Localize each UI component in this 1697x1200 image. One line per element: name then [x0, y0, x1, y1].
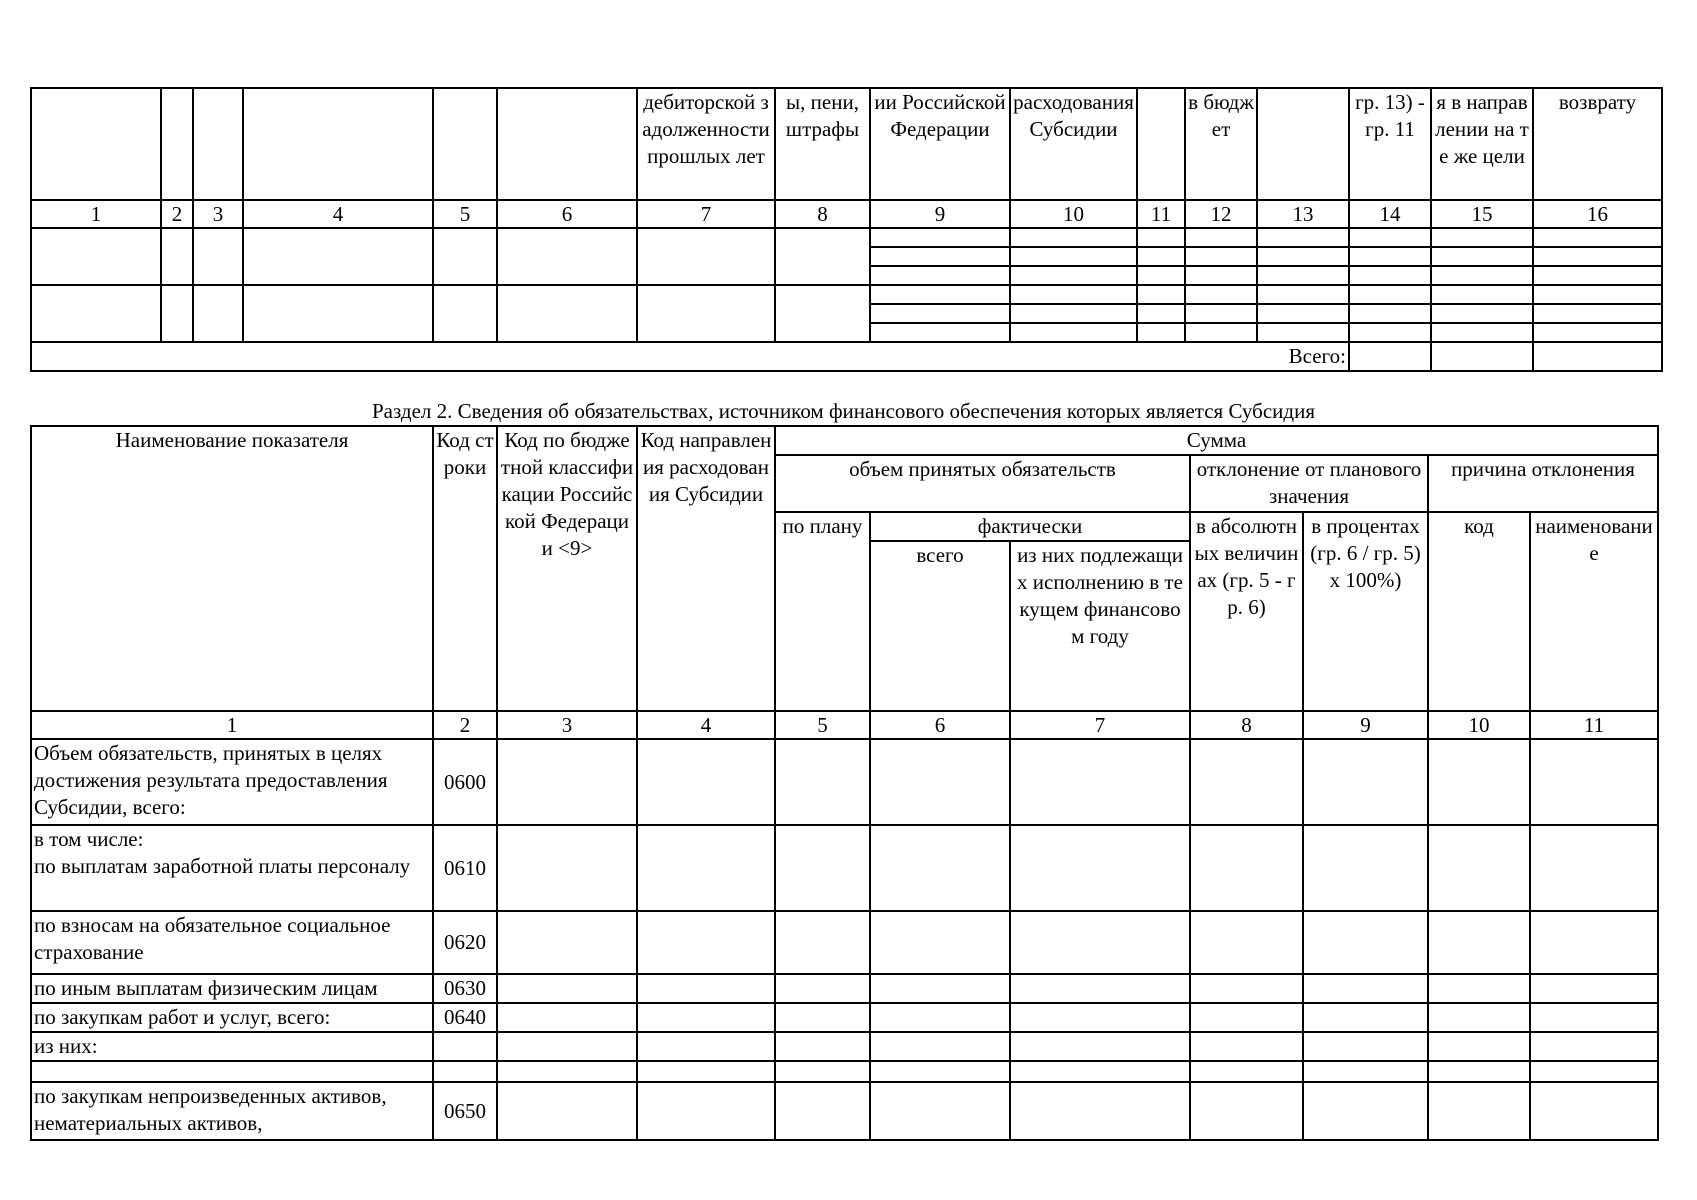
input-cell[interactable]: [870, 911, 1010, 974]
row-name: по закупкам работ и услуг, всего:: [31, 1003, 433, 1032]
col-number: 5: [433, 200, 497, 228]
header-row-1: [31, 426, 1658, 455]
col-number: 6: [497, 200, 637, 228]
header-direction-code: Код направления расходования Субсидии: [637, 426, 775, 711]
header-cell: [31, 88, 161, 200]
input-cell[interactable]: [1428, 739, 1530, 825]
input-cell[interactable]: [1137, 285, 1185, 304]
header-cell-7: дебиторской задолженности прошлых лет: [637, 88, 775, 200]
input-cell[interactable]: [31, 285, 161, 342]
input-cell[interactable]: [775, 1061, 870, 1082]
col-number: 15: [1431, 200, 1533, 228]
col-number: 4: [637, 711, 775, 739]
input-cell[interactable]: [870, 739, 1010, 825]
table-row: [31, 1003, 1658, 1032]
input-cell[interactable]: [497, 1061, 637, 1082]
input-cell[interactable]: [1190, 1032, 1303, 1061]
input-cell[interactable]: [637, 825, 775, 911]
input-cell[interactable]: [1530, 739, 1658, 825]
input-cell[interactable]: [1257, 266, 1349, 285]
input-cell[interactable]: [1431, 266, 1533, 285]
row-name: Объем обязательств, принятых в целях достижения результата предоставления Субсидии, всего:: [31, 739, 433, 825]
input-cell[interactable]: [637, 911, 775, 974]
table-row: [31, 739, 1658, 825]
header-current-year: из них подлежащих исполнению в текущем финансовом году: [1010, 541, 1190, 711]
col-number: 8: [775, 200, 870, 228]
input-cell[interactable]: [1010, 1032, 1190, 1061]
input-cell[interactable]: [1530, 1082, 1658, 1140]
header-code: код: [1428, 512, 1530, 711]
header-cell-15: я в направлении на те же цели: [1431, 88, 1533, 200]
header-cell: [161, 88, 193, 200]
input-cell[interactable]: [1185, 247, 1257, 266]
table-row: [31, 911, 1658, 974]
input-cell[interactable]: [433, 285, 497, 342]
input-cell[interactable]: [1137, 323, 1185, 342]
row-code: 0640: [433, 1003, 497, 1032]
total-cell-14[interactable]: [1349, 342, 1431, 371]
input-cell[interactable]: [1431, 323, 1533, 342]
input-cell[interactable]: [1431, 247, 1533, 266]
row-code: 0630: [433, 974, 497, 1003]
table-row: [31, 974, 1658, 1003]
col-number: 1: [31, 711, 433, 739]
input-cell[interactable]: [870, 247, 1010, 266]
row-code: [433, 1032, 497, 1061]
table-row: [31, 1082, 1658, 1140]
input-cell[interactable]: [243, 285, 433, 342]
header-cell-10: расходования Субсидии: [1010, 88, 1137, 200]
input-cell[interactable]: [775, 911, 870, 974]
input-cell[interactable]: [1530, 1032, 1658, 1061]
col-number: 11: [1137, 200, 1185, 228]
input-cell[interactable]: [637, 1061, 775, 1082]
col-number: 4: [243, 200, 433, 228]
input-cell[interactable]: [1533, 285, 1662, 304]
input-cell[interactable]: [1303, 825, 1428, 911]
input-cell[interactable]: [637, 1003, 775, 1032]
column-number-row: [31, 711, 1658, 739]
section1-table: [30, 87, 1663, 372]
input-cell[interactable]: [870, 974, 1010, 1003]
input-cell[interactable]: [1010, 228, 1137, 247]
input-cell[interactable]: [1137, 304, 1185, 323]
table-row: [31, 1032, 1658, 1061]
header-cell: [1257, 88, 1349, 200]
input-cell[interactable]: [1533, 323, 1662, 342]
total-label: Всего:: [31, 342, 1349, 371]
section2-table: [30, 425, 1659, 1141]
input-cell[interactable]: [1428, 1061, 1530, 1082]
header-cell-14: гр. 13) - гр. 11: [1349, 88, 1431, 200]
input-cell[interactable]: [1010, 825, 1190, 911]
input-cell[interactable]: [1533, 247, 1662, 266]
input-cell[interactable]: [1530, 1003, 1658, 1032]
input-cell[interactable]: [637, 285, 775, 342]
input-cell[interactable]: [1533, 228, 1662, 247]
input-cell[interactable]: [497, 1082, 637, 1140]
input-cell[interactable]: [1137, 247, 1185, 266]
input-cell[interactable]: [1190, 825, 1303, 911]
col-number: 5: [775, 711, 870, 739]
input-cell[interactable]: [870, 323, 1010, 342]
input-cell[interactable]: [637, 1082, 775, 1140]
input-cell[interactable]: [870, 1032, 1010, 1061]
column-number-row: [31, 200, 1662, 228]
input-cell[interactable]: [1303, 911, 1428, 974]
input-cell[interactable]: [637, 228, 775, 285]
header-row-code: Код строки: [433, 426, 497, 711]
col-number: 2: [433, 711, 497, 739]
input-cell[interactable]: [1257, 228, 1349, 247]
input-cell[interactable]: [1431, 304, 1533, 323]
input-cell[interactable]: [1428, 911, 1530, 974]
input-cell[interactable]: [1428, 1003, 1530, 1032]
col-number: 3: [497, 711, 637, 739]
row-name: из них:: [31, 1032, 433, 1061]
input-cell[interactable]: [161, 285, 193, 342]
header-absolute: в абсолютных величинах (гр. 5 - гр. 6): [1190, 512, 1303, 711]
input-cell[interactable]: [1010, 323, 1137, 342]
col-number: 2: [161, 200, 193, 228]
input-cell[interactable]: [1349, 228, 1431, 247]
input-cell[interactable]: [1530, 825, 1658, 911]
col-number: 13: [1257, 200, 1349, 228]
header-cell: [193, 88, 243, 200]
row-code: 0650: [433, 1082, 497, 1140]
header-total: всего: [870, 541, 1010, 711]
row-name: по закупкам непроизведенных активов, нематериальных активов,: [31, 1082, 433, 1140]
input-cell[interactable]: [193, 285, 243, 342]
header-reason: причина отклонения: [1428, 455, 1658, 512]
input-cell[interactable]: [1303, 1061, 1428, 1082]
header-cell: [433, 88, 497, 200]
col-number: 16: [1533, 200, 1662, 228]
input-cell[interactable]: [1349, 247, 1431, 266]
row-name: по иным выплатам физическим лицам: [31, 974, 433, 1003]
input-cell[interactable]: [1190, 739, 1303, 825]
input-cell[interactable]: [1010, 911, 1190, 974]
input-cell[interactable]: [775, 228, 870, 285]
input-cell[interactable]: [497, 1003, 637, 1032]
input-cell[interactable]: [1303, 739, 1428, 825]
input-cell[interactable]: [1137, 228, 1185, 247]
input-cell[interactable]: [1257, 247, 1349, 266]
input-cell[interactable]: [870, 1082, 1010, 1140]
col-number: 11: [1530, 711, 1658, 739]
input-cell[interactable]: [870, 825, 1010, 911]
input-cell[interactable]: [637, 974, 775, 1003]
input-cell[interactable]: [497, 228, 637, 285]
input-cell[interactable]: [1190, 974, 1303, 1003]
input-cell[interactable]: [1431, 285, 1533, 304]
input-cell[interactable]: [1257, 323, 1349, 342]
input-cell[interactable]: [1010, 304, 1137, 323]
input-cell[interactable]: [1010, 1082, 1190, 1140]
input-cell[interactable]: [1010, 1003, 1190, 1032]
input-cell[interactable]: [1010, 1061, 1190, 1082]
input-cell[interactable]: [1257, 304, 1349, 323]
input-cell[interactable]: [497, 285, 637, 342]
header-cell-9: ии Российской Федерации: [870, 88, 1010, 200]
input-cell[interactable]: [775, 974, 870, 1003]
row-code: [433, 1061, 497, 1082]
input-cell[interactable]: [637, 739, 775, 825]
input-cell[interactable]: [1349, 285, 1431, 304]
table-row: [31, 228, 1662, 247]
input-cell[interactable]: [497, 739, 637, 825]
input-cell[interactable]: [1303, 1082, 1428, 1140]
header-naming: наименование: [1530, 512, 1658, 711]
header-deviation: отклонение от планового значения: [1190, 455, 1428, 512]
header-cell-8: ы, пени, штрафы: [775, 88, 870, 200]
input-cell[interactable]: [243, 228, 433, 285]
col-number: 10: [1428, 711, 1530, 739]
total-row: [31, 342, 1662, 371]
input-cell[interactable]: [870, 266, 1010, 285]
row-name: по взносам на обязательное социальное страхование: [31, 911, 433, 974]
input-cell[interactable]: [193, 228, 243, 285]
input-cell[interactable]: [1010, 974, 1190, 1003]
input-cell[interactable]: [1530, 1061, 1658, 1082]
header-cell-16: возврату: [1533, 88, 1662, 200]
input-cell[interactable]: [497, 911, 637, 974]
input-cell[interactable]: [1428, 974, 1530, 1003]
header-cell-12: в бюджет: [1185, 88, 1257, 200]
input-cell[interactable]: [1428, 1082, 1530, 1140]
header-name: Наименование показателя: [31, 426, 433, 711]
row-code: 0600: [433, 739, 497, 825]
header-budget-code: Код по бюджетной классификации Российской Федерации <9>: [497, 426, 637, 711]
input-cell[interactable]: [1190, 1003, 1303, 1032]
input-cell[interactable]: [775, 285, 870, 342]
input-cell[interactable]: [1303, 974, 1428, 1003]
input-cell[interactable]: [161, 228, 193, 285]
input-cell[interactable]: [1185, 304, 1257, 323]
input-cell[interactable]: [1349, 323, 1431, 342]
col-number: 6: [870, 711, 1010, 739]
input-cell[interactable]: [1185, 266, 1257, 285]
input-cell[interactable]: [1190, 911, 1303, 974]
header-cell: [1137, 88, 1185, 200]
input-cell[interactable]: [1137, 266, 1185, 285]
input-cell[interactable]: [1431, 228, 1533, 247]
input-cell[interactable]: [1190, 1061, 1303, 1082]
input-cell[interactable]: [1185, 285, 1257, 304]
input-cell[interactable]: [1428, 1032, 1530, 1061]
input-cell[interactable]: [1349, 266, 1431, 285]
input-cell[interactable]: [775, 1082, 870, 1140]
header-sum: Сумма: [775, 426, 1658, 455]
input-cell[interactable]: [31, 228, 161, 285]
header-plan: по плану: [775, 512, 870, 711]
section2-title: Раздел 2. Сведения об обязательствах, источником финансового обеспечения которых является Субсидия: [372, 399, 1315, 423]
header-percent: в процентах (гр. 6 / гр. 5) x 100%): [1303, 512, 1428, 711]
input-cell[interactable]: [775, 1032, 870, 1061]
col-number: 8: [1190, 711, 1303, 739]
col-number: 7: [1010, 711, 1190, 739]
total-cell-15[interactable]: [1431, 342, 1533, 371]
total-cell-16[interactable]: [1533, 342, 1662, 371]
col-number: 7: [637, 200, 775, 228]
input-cell[interactable]: [1428, 825, 1530, 911]
input-cell[interactable]: [1303, 1032, 1428, 1061]
col-number: 10: [1010, 200, 1137, 228]
input-cell[interactable]: [497, 1032, 637, 1061]
input-cell[interactable]: [637, 1032, 775, 1061]
header-cell: [497, 88, 637, 200]
col-number: 14: [1349, 200, 1431, 228]
table-row: [31, 285, 1662, 304]
input-cell[interactable]: [775, 825, 870, 911]
input-cell[interactable]: [1185, 228, 1257, 247]
input-cell[interactable]: [1010, 247, 1137, 266]
col-number: 12: [1185, 200, 1257, 228]
row-code: 0620: [433, 911, 497, 974]
table-row: [31, 1061, 1658, 1082]
row-name: в том числе: по выплатам заработной платы персоналу: [31, 825, 433, 911]
input-cell[interactable]: [1530, 974, 1658, 1003]
input-cell[interactable]: [497, 825, 637, 911]
input-cell[interactable]: [1349, 304, 1431, 323]
table-row: [31, 825, 1658, 911]
header-actual: фактически: [870, 512, 1190, 541]
input-cell[interactable]: [1533, 266, 1662, 285]
row-code: 0610: [433, 825, 497, 911]
input-cell[interactable]: [1257, 285, 1349, 304]
input-cell[interactable]: [1533, 304, 1662, 323]
section2-body: [31, 739, 1658, 1140]
col-number: 9: [1303, 711, 1428, 739]
input-cell[interactable]: [497, 974, 637, 1003]
header-obligations: объем принятых обязательств: [775, 455, 1190, 512]
input-cell[interactable]: [1185, 323, 1257, 342]
section1-header-row: [31, 88, 1662, 200]
input-cell[interactable]: [775, 1003, 870, 1032]
col-number: 9: [870, 200, 1010, 228]
input-cell[interactable]: [870, 228, 1010, 247]
input-cell[interactable]: [775, 739, 870, 825]
header-cell: [243, 88, 433, 200]
col-number: 1: [31, 200, 161, 228]
input-cell[interactable]: [1010, 266, 1137, 285]
input-cell[interactable]: [870, 304, 1010, 323]
input-cell[interactable]: [1303, 1003, 1428, 1032]
input-cell[interactable]: [1190, 1082, 1303, 1140]
input-cell[interactable]: [1010, 285, 1137, 304]
input-cell[interactable]: [1530, 911, 1658, 974]
input-cell[interactable]: [433, 228, 497, 285]
input-cell[interactable]: [870, 285, 1010, 304]
col-number: 3: [193, 200, 243, 228]
input-cell[interactable]: [1010, 739, 1190, 825]
input-cell[interactable]: [870, 1061, 1010, 1082]
input-cell[interactable]: [870, 1003, 1010, 1032]
row-name: [31, 1061, 433, 1082]
